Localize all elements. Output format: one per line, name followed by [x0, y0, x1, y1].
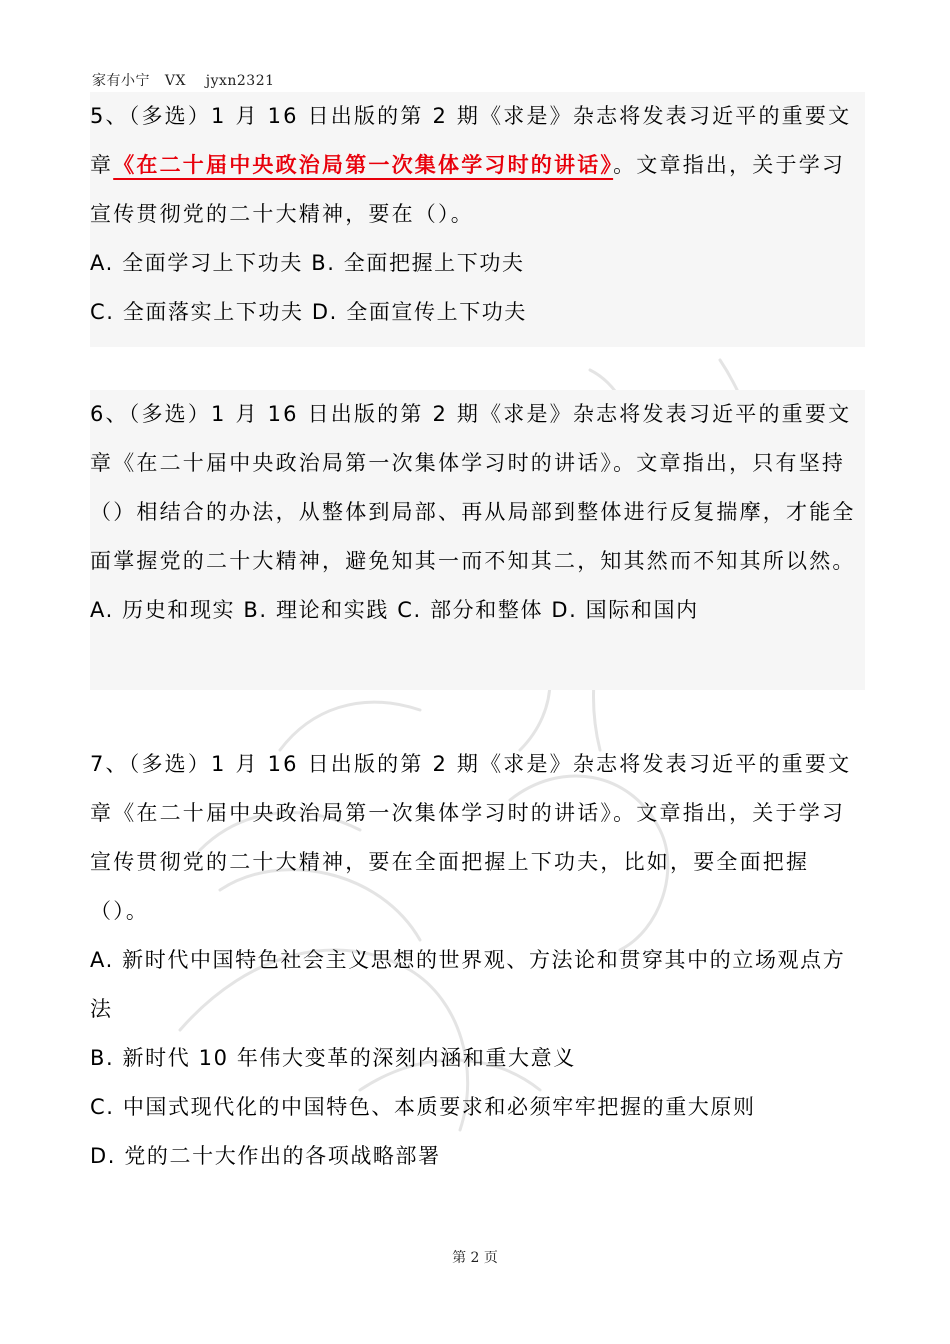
header-text: 家有小宁 VX jyxn2321 [92, 73, 275, 89]
question-5-stem-rest: 。文章指出，关于学习宣传贯彻党的二十大精神，要在（）。 [90, 153, 846, 226]
question-5-stem [90, 92, 865, 239]
question-7-option-c: C. 中国式现代化的中国特色、本质要求和必须牢牢把握的重大原则 [90, 1095, 756, 1119]
question-6-option-row: A. 历史和现实 B. 理论和实践 C. 部分和整体 D. 国际和国内 [90, 598, 699, 622]
question-5 [90, 92, 865, 347]
question-5-stem-prefix: 5、（多选）1 月 16 日出版的第 2 期《求是》杂志将发表习近平的重要文章 [90, 104, 852, 177]
question-7 [90, 740, 865, 1181]
question-7-option-a: A. 新时代中国特色社会主义思想的世界观、方法论和贯穿其中的立场观点方法 [90, 948, 846, 1021]
question-5-option-row: C. 全面落实上下功夫 D. 全面宣传上下功夫 [90, 300, 528, 324]
question-5-article-title: 《在二十届中央政治局第一次集体学习时的讲话》 [113, 153, 614, 177]
question-5-option-row: A. 全面学习上下功夫 B. 全面把握上下功夫 [90, 251, 525, 275]
question-7-stem: 7、（多选）1 月 16 日出版的第 2 期《求是》杂志将发表习近平的重要文章《在二十届中央政治局第一次集体学习时的讲话》。文章指出，关于学习宣传贯彻党的二十大精神，要在全面把握上下功夫，比如，要全面把握（）。 [90, 752, 852, 923]
question-6-stem: 6、（多选）1 月 16 日出版的第 2 期《求是》杂志将发表习近平的重要文章《在二十届中央政治局第一次集体学习时的讲话》。文章指出，只有坚持（）相结合的办法，从整体到局部、再从局部到整体进行反复揣摩，才能全面掌握党的二十大精神，避免知其一而不知其二，知其然而不知其所以然。 [90, 402, 856, 573]
page-number: 第 2 页 [452, 1250, 498, 1266]
question-6 [90, 390, 865, 690]
question-7-option-b: B. 新时代 10 年伟大变革的深刻内涵和重大意义 [90, 1046, 576, 1070]
question-7-option-d: D. 党的二十大作出的各项战略部署 [90, 1144, 441, 1168]
